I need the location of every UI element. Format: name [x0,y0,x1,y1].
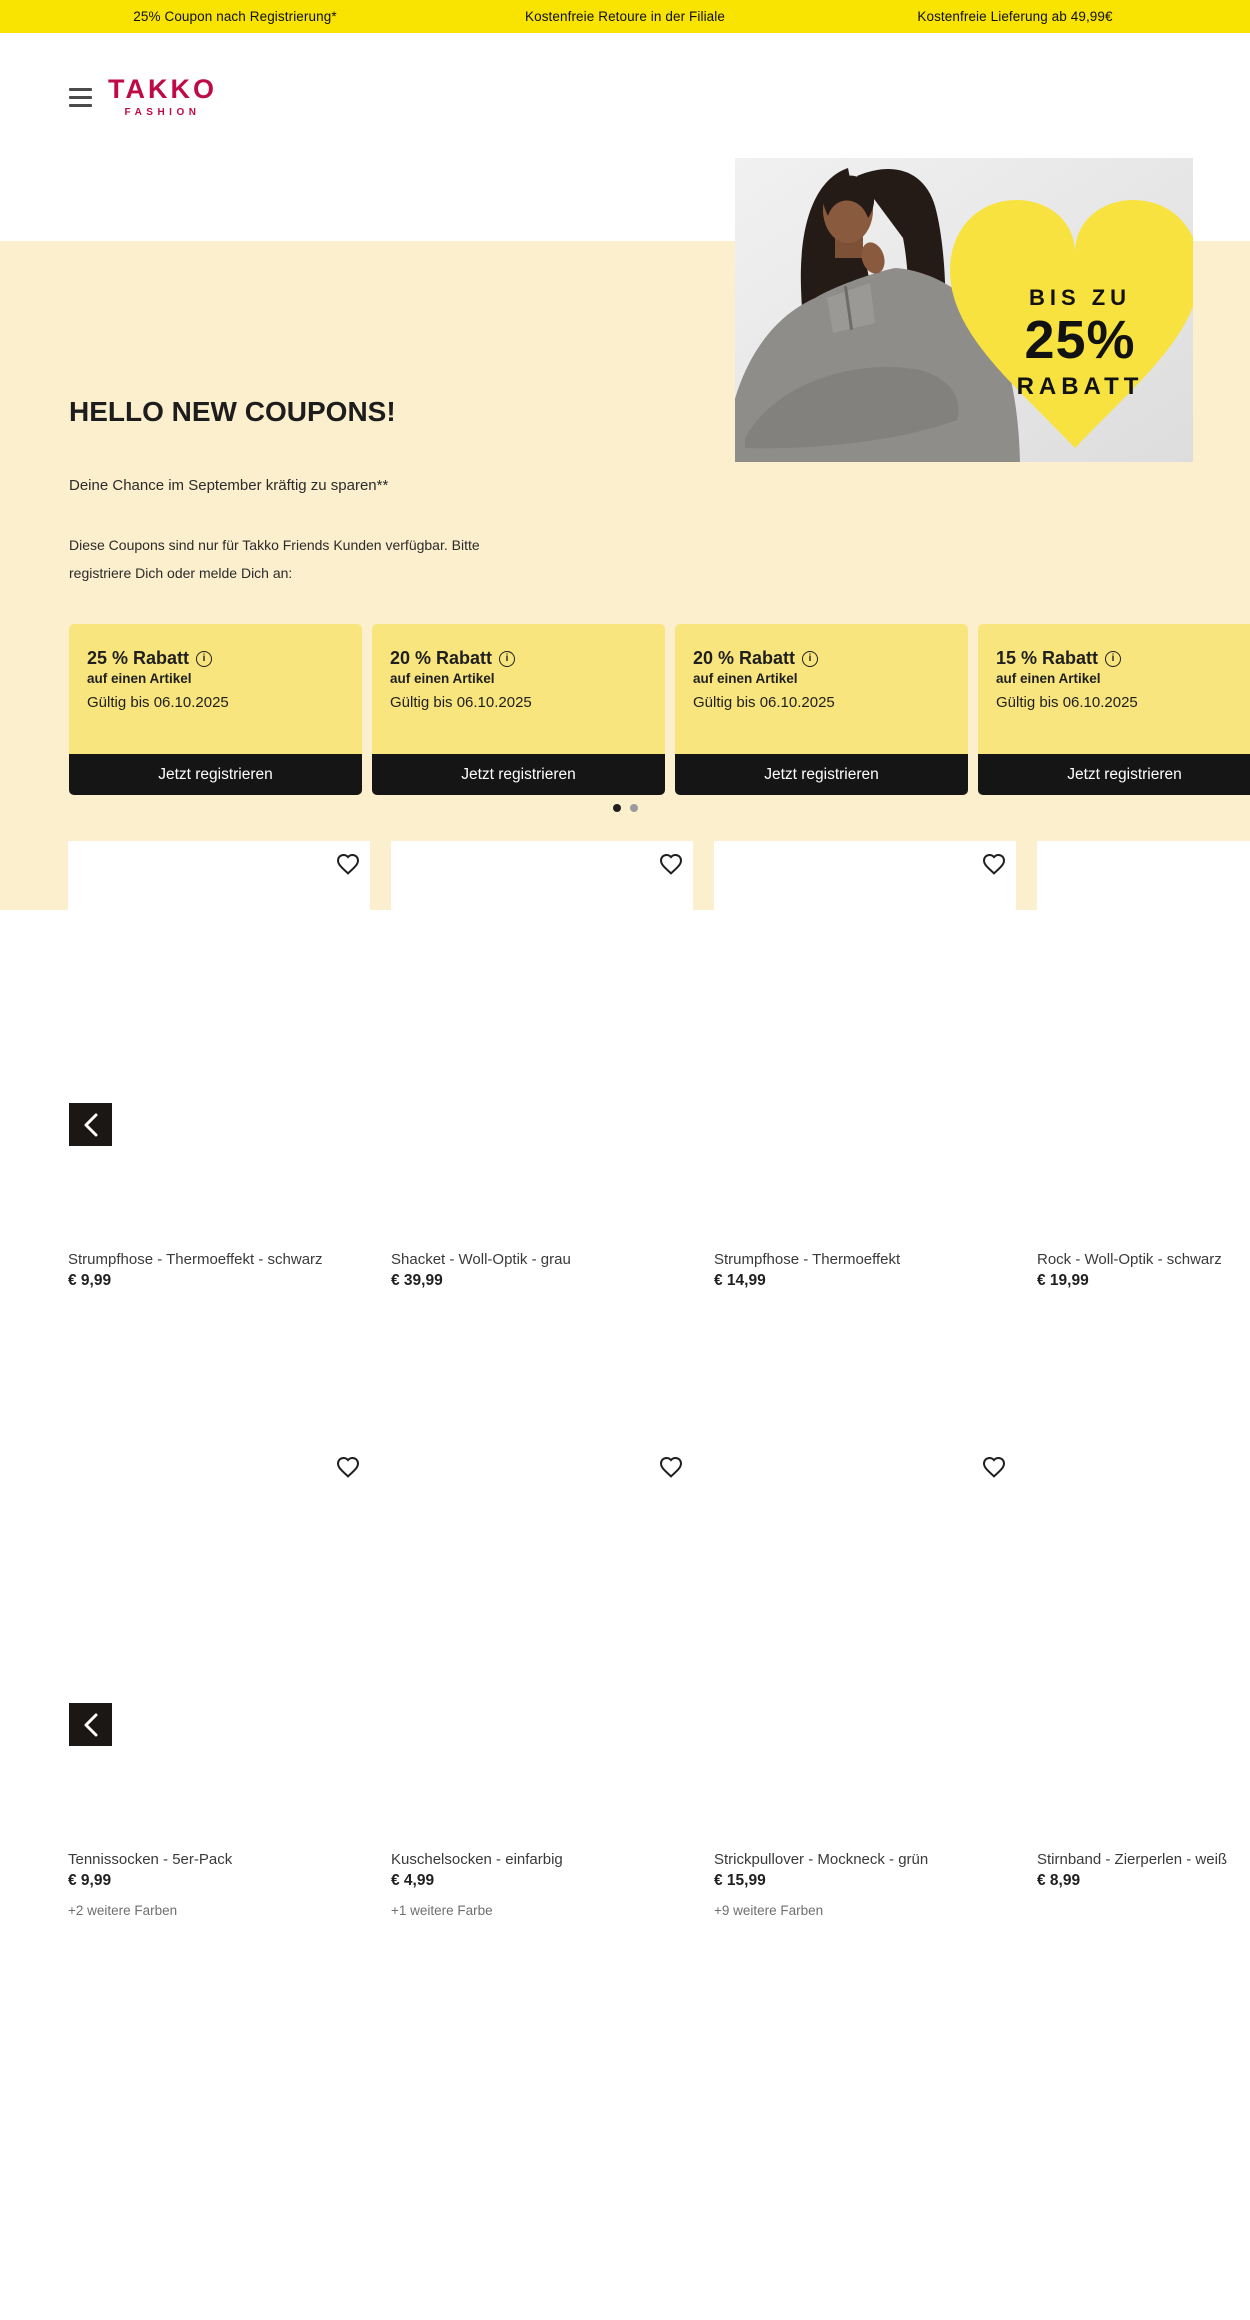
product-title: Rock - Woll-Optik - schwarz [1037,1251,1222,1268]
product-price: € 39,99 [391,1272,443,1289]
product-title: Stirnband - Zierperlen - weiß [1037,1851,1228,1868]
register-button[interactable]: Jetzt registrieren [372,754,665,795]
menu-icon[interactable] [69,88,92,107]
coupon-title-text: 15 % Rabatt [996,648,1099,668]
product-card[interactable] [68,1444,370,1918]
chevron-left-icon [82,1112,100,1138]
coupon-title [996,648,1250,669]
product-image [714,841,1016,1240]
product-image [1037,1444,1250,1840]
coupon-validity: Gültig bis 06.10.2025 [996,694,1138,711]
product-title: Shacket - Woll-Optik - grau [391,1251,571,1268]
coupon-condition: auf einen Artikel [996,671,1101,686]
hero-campaign-image [735,158,1193,462]
product-variants: +9 weitere Farben [714,1903,824,1918]
dot-page-2[interactable] [630,804,638,812]
coupon-card-20b [675,624,968,795]
wishlist-heart-icon[interactable] [982,1455,1006,1479]
product-price: € 19,99 [1037,1272,1089,1289]
model-photo-illustration [735,158,1193,462]
coupon-validity: Gültig bis 06.10.2025 [693,694,835,711]
takko-logo[interactable] [108,76,217,118]
register-button[interactable]: Jetzt registrieren [69,754,362,795]
product-variants: +2 weitere Farben [68,1903,178,1918]
coupon-title-text: 25 % Rabatt [87,648,190,668]
register-button[interactable]: Jetzt registrieren [675,754,968,795]
page-title: HELLO NEW COUPONS! [69,396,396,427]
coupon-validity: Gültig bis 06.10.2025 [87,694,229,711]
product-image [68,841,370,1240]
usp-retoure: Kostenfreie Retoure in der Filiale [524,9,725,24]
product-card[interactable] [714,841,1016,1290]
hero-note [69,531,480,587]
product-price: € 14,99 [714,1272,766,1289]
hero-note-line1: Diese Coupons sind nur für Takko Friends Kunden verfügbar. Bitte [69,537,480,553]
product-card[interactable] [68,841,370,1290]
chevron-left-icon [82,1712,100,1738]
hero-note-line2: registriere Dich oder melde Dich an: [69,565,293,581]
product-card[interactable] [391,841,693,1290]
dot-page-1[interactable] [613,804,621,812]
info-icon[interactable]: i [196,651,212,667]
wishlist-heart-icon[interactable] [336,1455,360,1479]
coupon-card-25 [69,624,362,795]
product-title: Tennissocken - 5er-Pack [68,1851,233,1868]
product-price: € 9,99 [68,1272,112,1289]
coupon-title [87,648,362,669]
coupon-validity: Gültig bis 06.10.2025 [390,694,532,711]
product-title: Strickpullover - Mockneck - grün [714,1851,929,1868]
product-image [1037,841,1250,1240]
info-icon[interactable]: i [1105,651,1121,667]
product-title: Strumpfhose - Thermoeffekt [714,1251,901,1268]
coupon-condition: auf einen Artikel [87,671,192,686]
heart-text-line1: BIS ZU [1028,285,1132,310]
heart-text-line2: 25% [1024,310,1136,370]
coupon-condition: auf einen Artikel [693,671,798,686]
product-title: Kuschelsocken - einfarbig [391,1851,563,1868]
product-image [714,1444,1016,1840]
product-card[interactable] [1037,841,1250,1290]
product-card[interactable] [1037,1444,1250,1890]
register-button[interactable]: Jetzt registrieren [978,754,1250,795]
info-icon[interactable]: i [499,651,515,667]
carousel-prev-button[interactable] [69,1703,112,1746]
coupon-title [693,648,968,669]
coupon-carousel-dots [0,804,1250,812]
carousel-prev-button[interactable] [69,1103,112,1146]
product-image [391,1444,693,1840]
logo-wordmark: TAKKO [108,74,217,104]
product-price: € 9,99 [68,1872,112,1889]
coupon-title-text: 20 % Rabatt [390,648,493,668]
logo-subline: FASHION [124,107,201,118]
coupon-card-20a [372,624,665,795]
info-icon[interactable]: i [802,651,818,667]
hero-subheading: Deine Chance im September kräftig zu sparen** [69,477,389,494]
product-title: Strumpfhose - Thermoeffekt - schwarz [68,1251,323,1268]
product-variants: +1 weitere Farbe [391,1903,493,1918]
product-price: € 4,99 [391,1872,435,1889]
product-image [68,1444,370,1840]
wishlist-heart-icon[interactable] [336,852,360,876]
usp-bar [0,0,1250,33]
wishlist-heart-icon[interactable] [982,852,1006,876]
usp-lieferung: Kostenfreie Lieferung ab 49,99€ [917,9,1113,24]
usp-coupon: 25% Coupon nach Registrierung* [133,9,337,24]
coupon-title [390,648,665,669]
coupon-card-15 [978,624,1250,795]
heart-text-line3: RABATT [1016,373,1144,400]
wishlist-heart-icon[interactable] [659,1455,683,1479]
product-price: € 8,99 [1037,1872,1081,1889]
product-price: € 15,99 [714,1872,766,1889]
product-card[interactable] [714,1444,1016,1918]
wishlist-heart-icon[interactable] [659,852,683,876]
coupon-title-text: 20 % Rabatt [693,648,796,668]
product-image [391,841,693,1240]
product-card[interactable] [391,1444,693,1918]
coupon-condition: auf einen Artikel [390,671,495,686]
